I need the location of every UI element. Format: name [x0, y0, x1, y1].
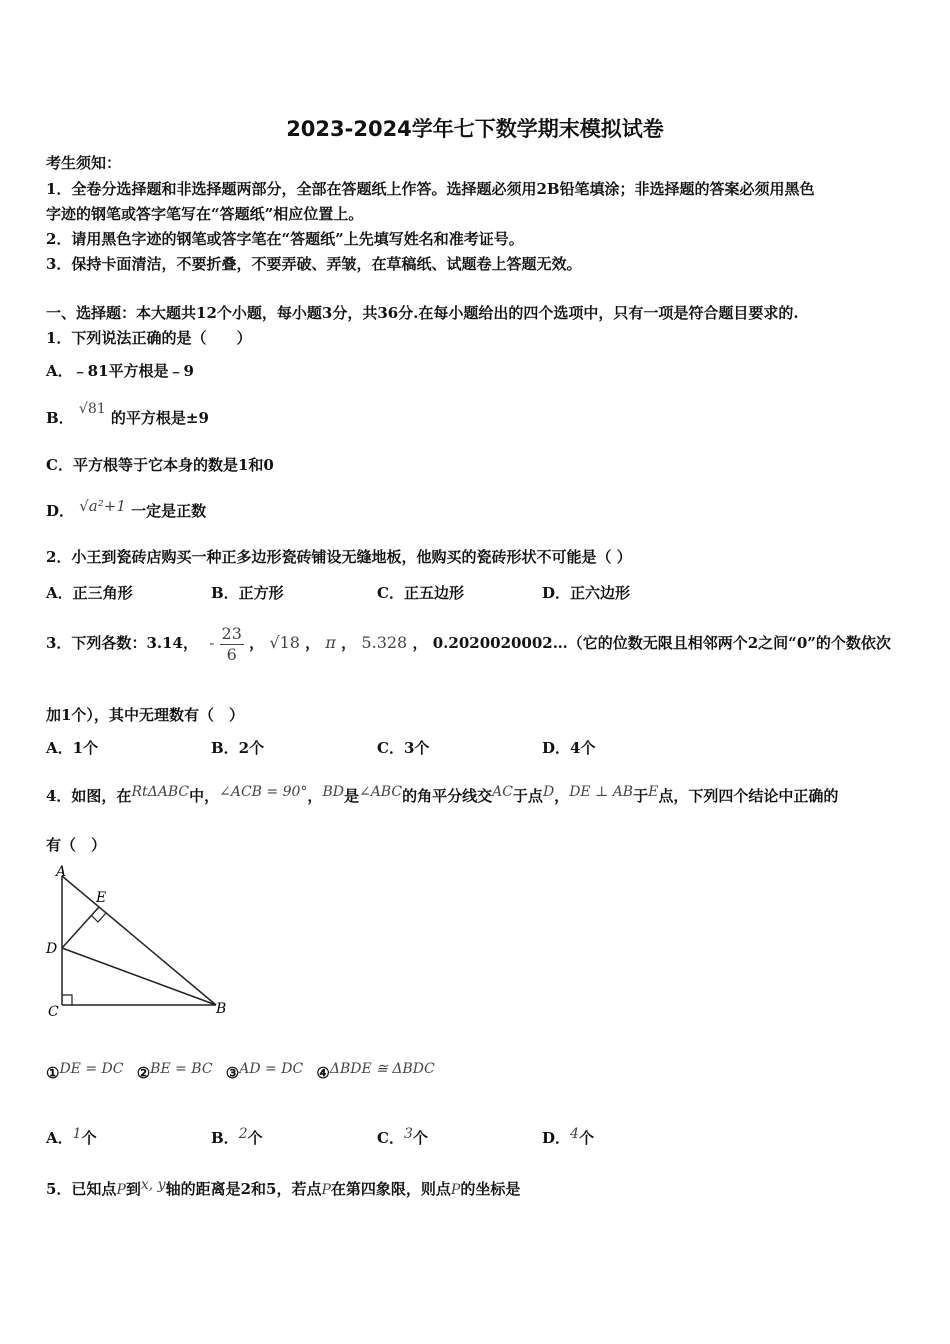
q4-conclusion-4-mark: ④	[316, 1064, 330, 1082]
q4-stem-text-1: 4．如图，在	[46, 787, 132, 805]
q5-math-p-1: P	[116, 1182, 126, 1198]
notice-line-1b: 字迹的钢笔或答字笔写在“答题纸”相应位置上。	[46, 205, 364, 223]
q4-option-c-unit: 个	[412, 1129, 428, 1147]
q4-option-a	[46, 1127, 97, 1148]
q4-math-de-perp-ab: DE ⊥ AB	[569, 784, 634, 800]
q4-conclusion-2: BE = BC	[150, 1061, 213, 1077]
q4-option-a-num: 1	[72, 1126, 82, 1142]
q4-math-bd: BD	[322, 784, 344, 800]
q4-option-d-unit: 个	[578, 1129, 594, 1147]
fig-segment-bd	[62, 948, 216, 1005]
q4-stem-text-8: 于	[633, 787, 649, 805]
q3-option-d: D．4个	[542, 739, 596, 757]
q4-option-b-unit: 个	[247, 1129, 263, 1147]
q1-option-d-text: 一定是正数	[131, 502, 207, 520]
q3-fraction-numerator: 23	[221, 623, 242, 643]
q3-stem-line-2: 加1个），其中无理数有（ ）	[46, 706, 244, 724]
fig-segment-de	[62, 907, 99, 948]
q4-option-d-num: 4	[570, 1126, 579, 1142]
q1-option-b-text: 的平方根是±9	[110, 409, 209, 427]
q4-stem-text-3: ，	[307, 787, 323, 805]
q4-option-d	[542, 1127, 594, 1148]
q3-stem-start: 3．下列各数：3.14，	[46, 634, 198, 652]
q3-option-b: B．2个	[211, 739, 265, 757]
q1-option-d-math: √a²+1	[79, 497, 126, 515]
q4-conclusion-1: DE = DC	[59, 1061, 124, 1077]
q2-option-a: A．正三角形	[46, 584, 133, 602]
q3-option-a: A．1个	[46, 739, 99, 757]
q4-stem-text-7: ，	[554, 787, 570, 805]
q2-option-c: C．正五边形	[377, 584, 464, 602]
notice-line-2: 2．请用黑色字迹的钢笔或答字笔在“答题纸”上先填写姓名和准考证号。	[46, 230, 524, 248]
q4-stem-text-6: 于点	[512, 787, 543, 805]
q5-stem	[46, 1178, 520, 1199]
q4-conclusion-2-mark: ②	[136, 1064, 151, 1082]
q5-stem-text-3: 轴的距离是2和5，若点	[165, 1180, 322, 1198]
notice-line-3: 3．保持卡面清洁，不要折叠，不要弄破、弄皱，在草稿纸、试题卷上答题无效。	[46, 255, 582, 273]
q4-math-ac: AC	[492, 784, 513, 800]
q3-sqrt18: √18	[269, 633, 300, 652]
q4-math-rt-triangle: RtΔABC	[131, 784, 190, 800]
q4-stem	[46, 785, 838, 806]
q1-option-c: C．平方根等于它本身的数是1和0	[46, 456, 274, 474]
fig-right-angle-c	[62, 995, 72, 1005]
q4-stem-line-2: 有（ ）	[46, 836, 107, 854]
q4-conclusion-4: ΔBDE ≅ ΔBDC	[329, 1061, 435, 1077]
q5-math-p-2: P	[321, 1182, 331, 1198]
q4-option-d-label: D．	[542, 1129, 571, 1147]
q4-conclusion-3-mark: ③	[225, 1064, 240, 1082]
q1-option-b-label: B．	[46, 409, 74, 427]
q4-option-c-num: 3	[403, 1126, 413, 1142]
q3-stem-end: 0.2020020002…（它的位数无限且相邻两个2之间“0”的个数依次	[432, 634, 891, 652]
q2-option-d: D．正六边形	[542, 584, 631, 602]
q4-stem-text-2: 中，	[189, 787, 220, 805]
q4-triangle-figure	[40, 862, 240, 1022]
q4-conclusion-3: AD = DC	[239, 1061, 304, 1077]
q4-conclusion-1-mark: ①	[46, 1064, 60, 1082]
q2-stem: 2．小王到瓷砖店购买一种正多边形瓷砖铺设无缝地板，他购买的瓷砖形状不可能是（ ）	[46, 548, 632, 566]
q1-stem: 1．下列说法正确的是（ ）	[46, 329, 252, 347]
q3-pi: π	[325, 633, 336, 652]
q1-option-b-math: √81	[78, 401, 106, 417]
q4-option-a-unit: 个	[81, 1129, 97, 1147]
q1-option-d	[46, 497, 207, 521]
q3-stem: 3．下列各数：3.14， - $\frac{23}{6}$ ， √18 ， π ， 5.328 ， 0.2020020002…（它的位数无限且相邻两个2之间“0”的个数依次	[46, 623, 891, 664]
q5-stem-text-5: 的坐标是	[460, 1180, 521, 1198]
notice-line-1a: 1．全卷分选择题和非选择题两部分，全部在答题纸上作答。选择题必须用2B铅笔填涂；非选择题的答案必须用黑色	[46, 180, 815, 198]
q4-math-d: D	[542, 784, 555, 800]
q4-option-b-label: B．	[211, 1129, 239, 1147]
q3-fraction	[220, 624, 244, 665]
q4-option-b-num: 2	[238, 1126, 248, 1142]
page-title: 2023-2024学年七下数学期末模拟试卷	[286, 117, 664, 141]
fig-side-ab	[62, 876, 216, 1005]
q3-repeating-decimal: 5.328	[361, 633, 408, 652]
section-heading: 一、选择题：本大题共12个小题，每小题3分，共36分.在每小题给出的四个选项中，只有一项是符合题目要求的.	[46, 304, 799, 322]
q4-stem-text-4: 是	[343, 787, 359, 805]
q3-option-c: C．3个	[377, 739, 430, 757]
q5-stem-text-4: 在第四象限，则点	[330, 1180, 451, 1198]
q4-option-c-label: C．	[377, 1129, 404, 1147]
fig-label-b: B	[216, 1001, 227, 1017]
q4-conclusions	[46, 1061, 435, 1082]
fig-label-a: A	[56, 864, 67, 880]
q5-math-xy: x, y	[140, 1177, 166, 1193]
q5-stem-text-1: 5．已知点	[46, 1180, 117, 1198]
q4-option-b	[211, 1127, 263, 1148]
q4-stem-text-9: 点，下列四个结论中正确的	[658, 787, 839, 805]
q4-option-c	[377, 1127, 428, 1148]
q4-math-angle-abc: ∠ABC	[358, 784, 403, 800]
fig-label-c: C	[48, 1004, 59, 1020]
q4-math-e: E	[648, 784, 659, 800]
notice-heading: 考生须知：	[46, 154, 122, 172]
q1-option-b	[46, 401, 209, 428]
q3-fraction-denominator: 6	[226, 644, 237, 664]
q1-option-d-label: D．	[46, 502, 75, 520]
q1-option-a: A．﹣81平方根是﹣9	[46, 362, 194, 380]
q5-stem-text-2: 到	[125, 1180, 141, 1198]
q4-math-angle-acb: ∠ACB = 90°	[219, 784, 308, 800]
q5-math-p-3: P	[450, 1182, 461, 1198]
fig-label-d: D	[46, 941, 58, 957]
q4-option-a-label: A．	[46, 1129, 73, 1147]
q2-option-b: B．正方形	[211, 584, 284, 602]
q4-stem-text-5: 的角平分线交	[402, 787, 493, 805]
fig-label-e: E	[96, 890, 107, 906]
